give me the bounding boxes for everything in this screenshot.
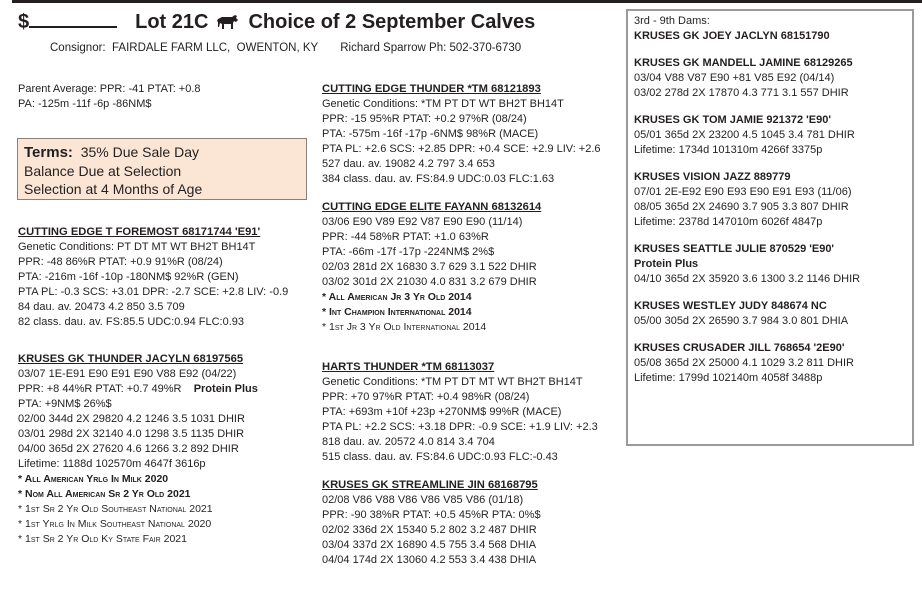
dams-header: 3rd - 9th Dams:: [634, 15, 710, 27]
streamline-line: PPR: -90 38%R PTAT: +0.5 45%R PTA: 0%$: [322, 509, 541, 521]
jacyln-line: PPR: +8 44%R PTAT: +0.7 49%R: [18, 383, 182, 395]
terms-label: Terms:: [24, 144, 73, 161]
foremost-line: PTA PL: -0.3 SCS: +3.01 DPR: -2.7 SCE: +2.8 LIV: -0.9: [18, 286, 289, 298]
terms-line1: 35% Due Sale Day: [80, 144, 199, 160]
fayann-line: PPR: -44 58%R PTAT: +1.0 63%R: [322, 231, 489, 243]
foremost-name: CUTTING EDGE T FOREMOST 68171744 'E91': [18, 226, 261, 238]
thunder-line: 384 class. dau. av. FS:84.9 UDC:0.03 FLC:1.63: [322, 173, 555, 185]
jacyln-line: 03/01 298d 2X 32140 4.0 1298 3.5 1135 DHIR: [18, 428, 245, 440]
cow-icon: [216, 13, 240, 36]
consignor-farm: FAIRDALE FARM LLC,: [112, 42, 231, 54]
jacyln-line: Lifetime: 1188d 102570m 4647f 3616p: [18, 458, 206, 470]
terms-line3: Selection at 4 Months of Age: [24, 181, 203, 197]
lot-header: [18, 8, 535, 36]
dam-name: KRUSES VISION JAZZ 889779: [634, 171, 791, 183]
dam-line: Lifetime: 2378d 147010m 6026f 4847p: [634, 216, 823, 228]
thunder-name: CUTTING EDGE THUNDER *TM 68121893: [322, 83, 541, 95]
award: * 1st Sr 2 Yr Old Southeast National 2021: [18, 503, 213, 515]
foremost-line: PPR: -48 86%R PTAT: +0.9 91%R (08/24): [18, 256, 223, 268]
terms-line2: Balance Due at Selection: [24, 163, 182, 179]
jacyln-line: PTA: +9NM$ 26%$: [18, 398, 112, 410]
harts-line: PPR: +70 97%R PTAT: +0.4 98%R (08/24): [322, 391, 530, 403]
dam-line: 07/01 2E-E92 E90 E93 E90 E91 E93 (11/06): [634, 186, 852, 198]
dam-line: 05/01 365d 2X 23200 4.5 1045 3.4 781 DHIR: [634, 129, 855, 141]
lot-title: Choice of 2 September Calves: [248, 11, 536, 33]
sire-thunder: [322, 82, 601, 187]
fayann-name: CUTTING EDGE ELITE FAYANN 68132614: [322, 201, 542, 213]
top-rule: [12, 0, 922, 3]
dam-line: 03/02 278d 2X 17870 4.3 771 3.1 557 DHIR: [634, 87, 849, 99]
lot-number: Lot 21C: [135, 11, 209, 33]
dam-line: Lifetime: 1734d 101310m 4266f 3375p: [634, 144, 823, 156]
price-blank-line: [29, 8, 117, 28]
sire-harts-thunder: [322, 360, 598, 465]
sire-foremost: [18, 225, 288, 330]
fayann-line: 03/06 E90 V89 E92 V87 E90 E90 (11/14): [322, 216, 523, 228]
award: * 1st Yrlg In Milk Southeast National 2020: [18, 518, 212, 530]
price-dollar: $: [18, 11, 30, 33]
foremost-line: 82 class. dau. av. FS:85.5 UDC:0.94 FLC:0.93: [18, 316, 245, 328]
foremost-line: Genetic Conditions: PT DT MT WT BH2T BH14T: [18, 241, 256, 253]
jacyln-line: 03/07 1E-E91 E90 E91 E90 V88 E92 (04/22): [18, 368, 237, 380]
streamline-line: 04/04 174d 2X 13060 4.2 553 3.4 438 DHIA: [322, 554, 537, 566]
award: * All American Yrlg In Milk 2020: [18, 473, 169, 485]
harts-line: 515 class. dau. av. FS:84.6 UDC:0.93 FLC:-0.43: [322, 451, 558, 463]
foremost-line: 84 dau. av. 20473 4.2 850 3.5 709: [18, 301, 185, 313]
dam-name: KRUSES SEATTLE JULIE 870529 'E90': [634, 243, 835, 255]
thunder-line: PPR: -15 95%R PTAT: +0.2 97%R (08/24): [322, 113, 527, 125]
award: * Nom All American Sr 2 Yr Old 2021: [18, 488, 191, 500]
fayann-line: PTA: -66m -17f -17p -224NM$ 2%$: [322, 246, 495, 258]
streamline-name: KRUSES GK STREAMLINE JIN 68168795: [322, 479, 538, 491]
dam-name: KRUSES CRUSADER JILL 768654 '2E90': [634, 342, 845, 354]
dam-name: KRUSES GK JOEY JACLYN 68151790: [634, 30, 830, 42]
thunder-line: Genetic Conditions: *TM PT DT WT BH2T BH14T: [322, 98, 564, 110]
streamline-line: 03/04 337d 2X 16890 4.5 755 3.4 568 DHIA: [322, 539, 537, 551]
dam-name: KRUSES WESTLEY JUDY 848674 NC: [634, 300, 827, 312]
fayann-line: 03/02 301d 2X 21030 4.0 831 3.2 679 DHIR: [322, 276, 537, 288]
consignor-line: [50, 42, 521, 54]
dam-name: KRUSES GK MANDELL JAMINE 68129265: [634, 57, 853, 69]
dam-fayann: [322, 200, 541, 335]
parent-average-line2: PA: -125m -11f -6p -86NM$: [18, 98, 152, 110]
harts-line: 818 dau. av. 20572 4.0 814 3.4 704: [322, 436, 495, 448]
jacyln-line: 04/00 365d 2X 27620 4.6 1266 3.2 892 DHIR: [18, 443, 239, 455]
thunder-line: 527 dau. av. 19082 4.2 797 3.4 653: [322, 158, 495, 170]
fayann-line: 02/03 281d 2X 16830 3.7 629 3.1 522 DHIR: [322, 261, 537, 273]
harts-line: PTA: +693m +10f +23p +270NM$ 99%R (MACE): [322, 406, 562, 418]
dam-line: 04/10 365d 2X 35920 3.6 1300 3.2 1146 DHIR: [634, 273, 861, 285]
streamline-line: 02/08 V86 V88 V86 V86 V85 V86 (01/18): [322, 494, 524, 506]
award: * 1st Jr 3 Yr Old International 2014: [322, 321, 487, 333]
harts-name: HARTS THUNDER *TM 68113037: [322, 361, 495, 373]
dam-line: 08/05 365d 2X 24690 3.7 905 3.3 807 DHIR: [634, 201, 849, 213]
protein-plus-badge: Protein Plus: [634, 258, 699, 270]
consignor-label: Consignor:: [50, 42, 106, 54]
award: * All American Jr 3 Yr Old 2014: [322, 291, 472, 303]
dam-line: Lifetime: 1799d 102140m 4058f 3488p: [634, 372, 823, 384]
thunder-line: PTA PL: +2.6 SCS: +2.85 DPR: +0.4 SCE: +2.9 LIV: +2.6: [322, 143, 601, 155]
foremost-line: PTA: -216m -16f -10p -180NM$ 92%R (GEN): [18, 271, 239, 283]
award: * 1st Sr 2 Yr Old Ky State Fair 2021: [18, 533, 187, 545]
dams-box: [626, 9, 914, 446]
dam-line: 05/00 305d 2X 26590 3.7 984 3.0 801 DHIA: [634, 315, 849, 327]
harts-line: PTA PL: +2.2 SCS: +3.18 DPR: -0.9 SCE: +1.9 LIV: +2.3: [322, 421, 598, 433]
terms-box: [17, 138, 307, 200]
jacyln-line: 02/00 344d 2X 29820 4.2 1246 3.5 1031 DHIR: [18, 413, 245, 425]
dam-line: 05/08 365d 2X 25000 4.1 1029 3.2 811 DHIR: [634, 357, 854, 369]
consignor-location: OWENTON, KY: [236, 42, 319, 54]
protein-plus-badge: Protein Plus: [193, 383, 258, 395]
thunder-line: PTA: -575m -16f -17p -6NM$ 98%R (MACE): [322, 128, 539, 140]
parent-average: [18, 82, 201, 112]
dam-jacyln: [18, 352, 258, 547]
dam-name: KRUSES GK TOM JAMIE 921372 'E90': [634, 114, 831, 126]
consignor-contact: Richard Sparrow Ph: 502-370-6730: [340, 42, 522, 54]
dam-streamline: [322, 478, 541, 568]
parent-average-line1: Parent Average: PPR: -41 PTAT: +0.8: [18, 83, 201, 95]
award: * Int Champion International 2014: [322, 306, 472, 318]
dam-line: 03/04 V88 V87 E90 +81 V85 E92 (04/14): [634, 72, 835, 84]
harts-line: Genetic Conditions: *TM PT DT MT WT BH2T BH14T: [322, 376, 583, 388]
jacyln-name: KRUSES GK THUNDER JACYLN 68197565: [18, 353, 244, 365]
streamline-line: 02/02 336d 2X 15340 5.2 802 3.2 487 DHIR: [322, 524, 537, 536]
